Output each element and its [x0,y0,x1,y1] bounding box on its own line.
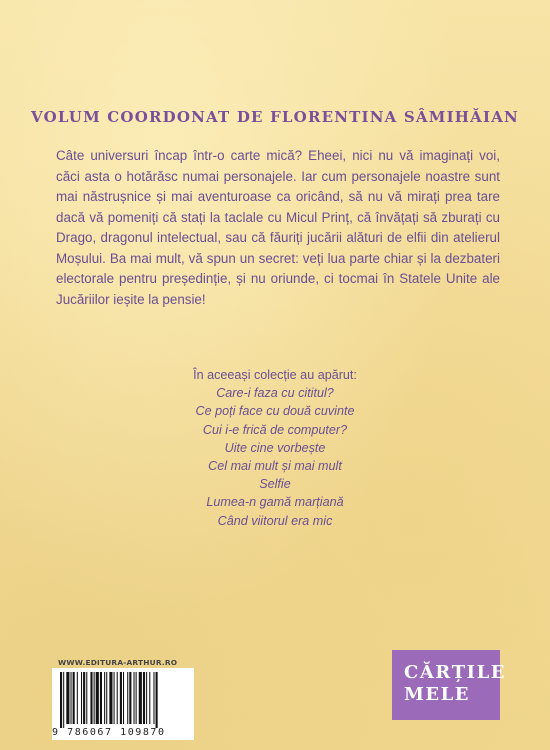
collection-title: Cel mai mult și mai mult [208,459,342,474]
collection-title: Care-i faza cu cititul? [216,386,334,401]
editor-credit: VOLUM COORDONAT DE FLORENTINA SÂMIHĂIAN [31,108,519,126]
book-blurb: Câte universuri încap într-o carte mică? Eheei, nici nu vă imaginați voi, căci asta o hotărăsc numai personajele. Iar cum personajele noastre sunt mai năstrușnice și mai aventuroase ca oricând, să nu vă mirați prea tare dacă vă pomeniți că stați la taclale cu Micul Prinț, că învățați să zburați cu Drago, dragonul intelectual, sau că făuriți jucării alături de elfii din atelierul Moșului. Ba mai mult, vă spun un secret: veți lua parte chiar și la dezbateri electorale pentru președinție, și nu oriunde, ci tocmai în Statele Unite ale Jucăriilor ieșite la pensie! [56,148,500,307]
collection-heading: În aceeași colecție au apărut: [193,368,357,382]
collection-title: Selfie [259,477,291,492]
series-logo-line-1: CĂRȚILE [404,662,506,683]
collection-title: Lumea-n gamă marțiană [206,495,344,510]
collection-title: Ce poți face cu două cuvinte [195,404,355,419]
collection-title-list [0,384,550,530]
series-logo-line-2: MELE [404,684,471,705]
collection-title: Uite cine vorbește [224,440,326,455]
series-logo [392,650,506,720]
collection-section [0,366,550,530]
isbn-digits: 9 786067 109870 [52,727,166,738]
collection-title: Cui i-e frică de computer? [202,422,348,437]
publisher-website: WWW.EDITURA-ARTHUR.RO [58,658,178,667]
collection-title: Când viitorul era mic [217,513,333,528]
isbn-barcode [52,668,194,740]
